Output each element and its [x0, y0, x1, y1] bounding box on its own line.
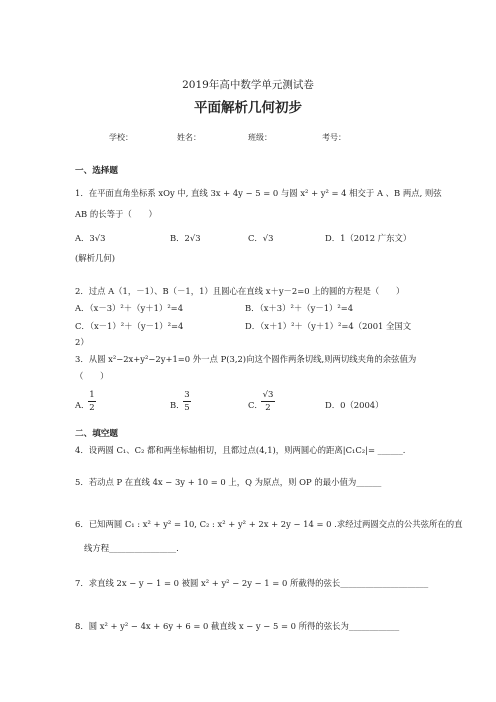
question-2-option-b: B．（x＋3）²＋（y－1）²=4	[245, 303, 354, 313]
fraction-numerator: 3	[184, 390, 190, 400]
question-1-option-c: C．√3	[248, 233, 274, 243]
question-1-option-d: D．1（2012 广东文）	[325, 233, 412, 243]
question-3-option-b-fraction	[183, 390, 191, 413]
question-3-option-d: D．0（2004）	[325, 400, 384, 410]
exam-number-label: 考号：	[322, 133, 346, 142]
question-3-stem: 3．从圆 x²−2x+y²−2y+1=0 外一点 P(3,2)向这个圆作两条切线,则两切线夹角的余弦值为	[75, 354, 417, 364]
fraction-numerator: 1	[89, 390, 95, 400]
section-choice-heading: 一、选择题	[75, 166, 118, 176]
class-label: 班级：	[248, 133, 272, 142]
fraction-numerator: √3	[262, 390, 274, 400]
question-4: 4．设两圆 C₁、C₂ 都和两坐标轴相切，且都过点(4,1)，则两圆心的距离|C₁C₂|= ______.	[75, 445, 406, 455]
question-1-option-a: A．3√3	[75, 233, 106, 243]
question-3-option-a-label: A．	[75, 400, 90, 410]
question-2-option-d-cont: 2）	[75, 337, 89, 347]
question-2-option-d: D．（x＋1）²＋（y＋1）²=4（2001 全国文	[245, 321, 412, 331]
question-6-stem: 6．已知两圆 C₁ : x² + y² = 10, C₂ : x² + y² + 2x + 2y − 14 = 0 .求经过两圆交点的公共弦所在的直	[75, 519, 463, 529]
exam-title: 2019年高中数学单元测试卷	[182, 79, 314, 91]
fraction-denominator: 5	[184, 403, 190, 413]
question-3-option-c-fraction	[261, 390, 275, 413]
exam-subtitle: 平面解析几何初步	[194, 100, 302, 116]
question-1-stem: 1．在平面直角坐标系 xOy 中, 直线 3x + 4y − 5 = 0 与圆 x² + y² = 4 相交于 A 、B 两点, 则弦	[75, 188, 442, 198]
question-3-option-c-label: C．	[248, 400, 263, 410]
fraction-denominator: 2	[89, 403, 95, 413]
question-3-option-a-fraction	[88, 390, 96, 413]
question-3-option-b-label: B．	[170, 400, 185, 410]
question-1-note: (解析几何)	[75, 253, 116, 263]
question-2-option-a: A．（x－3）²＋（y＋1）²=4	[75, 303, 184, 313]
section-fill-heading: 二、填空题	[75, 429, 118, 439]
question-5: 5．若动点 P 在直线 4x − 3y + 10 = 0 上，Q 为原点，则 OP 的最小值为______	[75, 477, 382, 487]
fraction-denominator: 2	[265, 403, 271, 413]
question-2-option-c: C．（x－1）²＋（y－1）²=4	[75, 321, 184, 331]
question-1-stem-cont: AB 的长等于（ ）	[75, 209, 157, 219]
question-1-option-b: B．2√3	[170, 233, 201, 243]
school-label: 学校：	[109, 133, 133, 142]
question-3-paren: （ ）	[75, 371, 109, 381]
question-8: 8．圆 x² + y² − 4x + 6y + 6 = 0 截直线 x − y − 5 = 0 所得的弦长为____________	[75, 621, 400, 631]
question-2-stem: 2．过点 A（1，－1）、B（－1，1）且圆心在直线 x＋y－2=0 上的圆的方程是（ ）	[75, 286, 405, 296]
question-7: 7．求直线 2x − y − 1 = 0 被圆 x² + y² − 2y − 1 = 0 所截得的弦长_____________________	[75, 578, 429, 588]
name-label: 姓名：	[177, 133, 201, 142]
question-6-stem-cont: 线方程________________.	[84, 543, 179, 553]
